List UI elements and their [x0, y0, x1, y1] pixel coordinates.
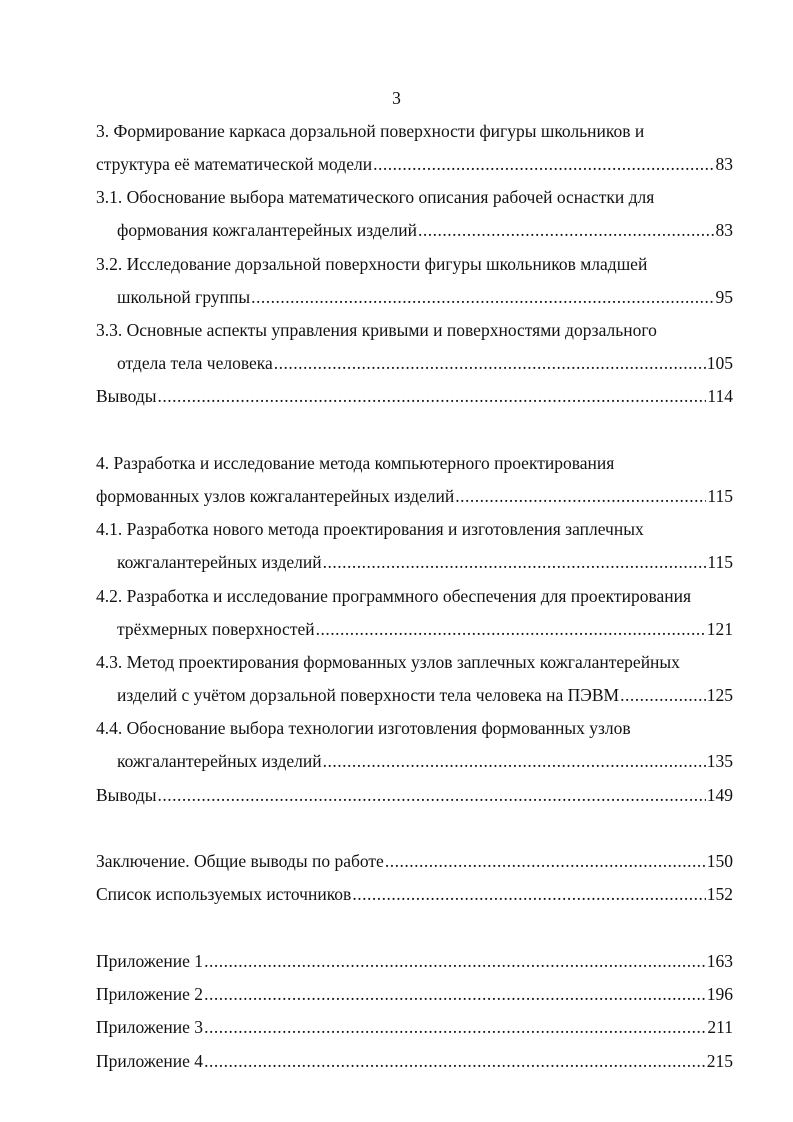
toc-entry-conclusion: Заключение. Общие выводы по работе ..... 150	[96, 850, 733, 872]
dot-leader	[204, 1016, 706, 1038]
dot-leader	[323, 551, 707, 573]
toc-entry-section-3-2: школьной группы ..... 95	[117, 286, 733, 308]
toc-page-number: 121	[706, 619, 733, 639]
toc-entry-section-4-3: изделий с учётом дорзальной поверхности тела человека на ПЭВМ ..... 125	[117, 684, 733, 706]
toc-entry-appendix-3: Приложение 3 ..... 211	[96, 1016, 733, 1038]
toc-chapter3-title-line1: 3. Формирование каркаса дорзальной поверхности фигуры школьников и	[96, 121, 645, 141]
toc-entry-appendix-2: Приложение 2 ..... 196	[96, 983, 733, 1005]
dot-leader	[204, 983, 706, 1005]
toc-entry-sources: Список используемых источников ..... 152	[96, 883, 733, 905]
toc-section-4-2-line1: 4.2. Разработка и исследование программного обеспечения для проектирования	[96, 586, 692, 606]
toc-section-4-3-line1: 4.3. Метод проектирования формованных узлов заплечных кожгалантерейных	[96, 652, 680, 672]
toc-page-number: 211	[707, 1017, 733, 1037]
dot-leader	[251, 286, 714, 308]
toc-page-number: 196	[706, 984, 733, 1004]
toc-entry-chapter3-conclusions: Выводы ..... 114	[96, 385, 733, 407]
toc-page-number: 105	[706, 353, 733, 373]
toc-entry-chapter4-conclusions: Выводы ..... 149	[96, 784, 733, 806]
toc-page-number: 150	[706, 851, 733, 871]
toc-entry-appendix-4: Приложение 4 ..... 215	[96, 1050, 733, 1072]
dot-leader	[204, 950, 706, 972]
dot-leader	[316, 618, 706, 640]
toc-section-4-4-line1: 4.4. Обоснование выбора технологии изготовления формованных узлов	[96, 718, 631, 738]
dot-leader	[157, 385, 706, 407]
toc-entry-section-3-1: формования кожгалантерейных изделий ..... 83	[117, 219, 733, 241]
toc-page-number: 125	[706, 685, 733, 705]
toc-page-number: 215	[706, 1051, 733, 1071]
dot-leader	[373, 153, 714, 175]
toc-page-number: 135	[706, 751, 733, 771]
toc-section-3-1-line1: 3.1. Обоснование выбора математического описания рабочей оснастки для	[96, 187, 655, 207]
toc-page-number: 114	[707, 386, 733, 406]
dot-leader	[352, 883, 705, 905]
toc-page-number: 115	[707, 552, 733, 572]
toc-section-3-2-line1: 3.2. Исследование дорзальной поверхности фигуры школьников младшей	[96, 254, 648, 274]
toc-entry-section-3-3: отдела тела человека ..... 105	[117, 352, 733, 374]
toc-page-number: 152	[706, 884, 733, 904]
toc-page-number: 95	[715, 287, 733, 307]
dot-leader	[418, 219, 715, 241]
toc-entry-chapter4: формованных узлов кожгалантерейных изделий ..... 115	[96, 485, 733, 507]
toc-section-4-1-line1: 4.1. Разработка нового метода проектирования и изготовления заплечных	[96, 519, 644, 539]
dot-leader	[204, 1050, 706, 1072]
dot-leader	[385, 850, 706, 872]
toc-chapter4-title-line1: 4. Разработка и исследование метода компьютерного проектирования	[96, 453, 615, 473]
toc-page-number: 149	[706, 785, 733, 805]
page-number: 3	[392, 88, 401, 108]
dot-leader	[274, 352, 706, 374]
toc-page-number: 83	[715, 154, 733, 174]
dot-leader	[323, 750, 706, 772]
toc-entry-chapter3: структура её математической модели ..... 83	[96, 153, 733, 175]
toc-entry-section-4-4: кожгалантерейных изделий ..... 135	[117, 750, 733, 772]
dot-leader	[157, 784, 705, 806]
toc-entry-appendix-1: Приложение 1 ..... 163	[96, 950, 733, 972]
toc-entry-section-4-2: трёхмерных поверхностей ..... 121	[117, 618, 733, 640]
toc-page-number: 163	[706, 951, 733, 971]
toc-section-3-3-line1: 3.3. Основные аспекты управления кривыми и поверхностями дорзального	[96, 320, 657, 340]
dot-leader	[620, 684, 706, 706]
dot-leader	[455, 485, 706, 507]
toc-page-number: 83	[715, 220, 733, 240]
toc-page-number: 115	[707, 486, 733, 506]
toc-entry-section-4-1: кожгалантерейных изделий ..... 115	[117, 551, 733, 573]
